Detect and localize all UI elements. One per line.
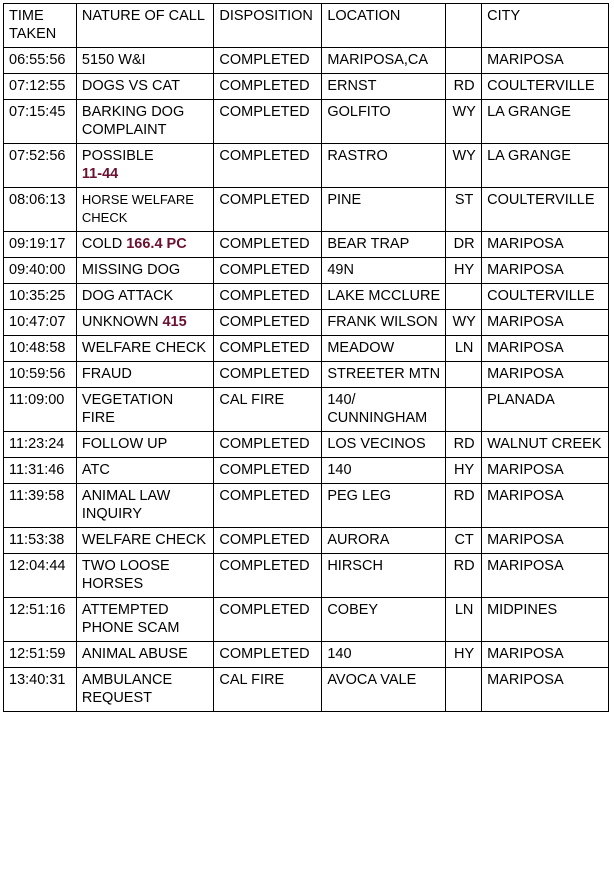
city-cell: MARIPOSA [482, 258, 609, 284]
suffix-cell: WY [446, 100, 482, 144]
time-cell: 11:31:46 [4, 458, 77, 484]
header-suffix [446, 4, 482, 48]
time-cell: 11:53:38 [4, 528, 77, 554]
nature-text: ANIMAL ABUSE [81, 646, 188, 662]
table-row [4, 362, 609, 388]
location-cell: MEADOW [322, 336, 446, 362]
location-cell: LOS VECINOS [322, 432, 446, 458]
table-row [4, 554, 609, 598]
disposition-cell: COMPLETED [214, 188, 322, 232]
city-cell: MARIPOSA [482, 336, 609, 362]
location-cell: PEG LEG [322, 484, 446, 528]
time-cell: 12:51:59 [4, 642, 77, 668]
time-cell: 08:06:13 [4, 188, 77, 232]
time-cell: 07:12:55 [4, 74, 77, 100]
table-row [4, 48, 609, 74]
table-row [4, 336, 609, 362]
table-row [4, 432, 609, 458]
nature-cell [76, 188, 213, 232]
suffix-cell: RD [446, 74, 482, 100]
nature-cell [76, 232, 213, 258]
nature-text: COLD [81, 236, 123, 252]
time-cell: 09:19:17 [4, 232, 77, 258]
suffix-cell: DR [446, 232, 482, 258]
city-cell: MARIPOSA [482, 458, 609, 484]
time-cell: 10:47:07 [4, 310, 77, 336]
time-cell: 07:52:56 [4, 144, 77, 188]
disposition-cell: COMPLETED [214, 74, 322, 100]
suffix-cell: RD [446, 554, 482, 598]
suffix-cell: WY [446, 144, 482, 188]
city-cell: COULTERVILLE [482, 284, 609, 310]
time-cell: 11:09:00 [4, 388, 77, 432]
city-cell: MARIPOSA [482, 232, 609, 258]
nature-cell [76, 310, 213, 336]
nature-cell [76, 100, 213, 144]
table-row [4, 100, 609, 144]
city-cell: PLANADA [482, 388, 609, 432]
suffix-cell [446, 388, 482, 432]
table-row [4, 668, 609, 712]
nature-cell [76, 336, 213, 362]
suffix-cell: LN [446, 336, 482, 362]
disposition-cell: COMPLETED [214, 232, 322, 258]
table-row [4, 74, 609, 100]
city-cell: WALNUT CREEK [482, 432, 609, 458]
nature-text: FRAUD [81, 366, 132, 382]
nature-cell [76, 258, 213, 284]
nature-text: UNKNOWN [81, 314, 159, 330]
nature-cell [76, 284, 213, 310]
nature-text: POSSIBLE [81, 148, 154, 164]
suffix-cell: WY [446, 310, 482, 336]
suffix-cell: HY [446, 458, 482, 484]
location-cell: FRANK WILSON [322, 310, 446, 336]
nature-text: VEGETATION FIRE [81, 392, 174, 426]
table-row [4, 310, 609, 336]
city-cell: LA GRANGE [482, 144, 609, 188]
nature-cell [76, 554, 213, 598]
time-cell: 09:40:00 [4, 258, 77, 284]
nature-cell [76, 388, 213, 432]
time-cell: 07:15:45 [4, 100, 77, 144]
location-cell: HIRSCH [322, 554, 446, 598]
nature-text: ANIMAL LAW INQUIRY [81, 488, 171, 522]
location-cell: RASTRO [322, 144, 446, 188]
city-cell: COULTERVILLE [482, 74, 609, 100]
suffix-cell: RD [446, 484, 482, 528]
table-row [4, 528, 609, 554]
header-disposition: DISPOSITION [214, 4, 322, 48]
city-cell: COULTERVILLE [482, 188, 609, 232]
nature-cell [76, 598, 213, 642]
disposition-cell: COMPLETED [214, 432, 322, 458]
call-code: 166.4 PC [126, 236, 187, 252]
disposition-cell: COMPLETED [214, 642, 322, 668]
disposition-cell: COMPLETED [214, 336, 322, 362]
nature-cell [76, 458, 213, 484]
city-cell: MARIPOSA [482, 484, 609, 528]
disposition-cell: COMPLETED [214, 258, 322, 284]
location-cell: 140 [322, 458, 446, 484]
location-cell: LAKE MCCLURE [322, 284, 446, 310]
suffix-cell: RD [446, 432, 482, 458]
location-cell: GOLFITO [322, 100, 446, 144]
disposition-cell: COMPLETED [214, 284, 322, 310]
nature-text: AMBULANCE REQUEST [81, 672, 173, 706]
header-row [4, 4, 609, 48]
disposition-cell: COMPLETED [214, 484, 322, 528]
nature-text: ATTEMPTED PHONE SCAM [81, 602, 180, 636]
disposition-cell: COMPLETED [214, 144, 322, 188]
suffix-cell: CT [446, 528, 482, 554]
time-cell: 06:55:56 [4, 48, 77, 74]
nature-cell [76, 362, 213, 388]
disposition-cell: COMPLETED [214, 362, 322, 388]
nature-cell [76, 484, 213, 528]
nature-cell [76, 144, 213, 188]
nature-text: ATC [81, 462, 110, 478]
location-cell: AVOCA VALE [322, 668, 446, 712]
time-cell: 11:23:24 [4, 432, 77, 458]
city-cell: LA GRANGE [482, 100, 609, 144]
table-row [4, 284, 609, 310]
nature-cell [76, 74, 213, 100]
disposition-cell: COMPLETED [214, 598, 322, 642]
nature-text: MISSING DOG [81, 262, 181, 278]
city-cell: MIDPINES [482, 598, 609, 642]
suffix-cell [446, 284, 482, 310]
nature-text: DOG ATTACK [81, 288, 174, 304]
table-row [4, 144, 609, 188]
header-city: CITY [482, 4, 609, 48]
nature-cell [76, 432, 213, 458]
disposition-cell: COMPLETED [214, 310, 322, 336]
time-cell: 12:04:44 [4, 554, 77, 598]
city-cell: MARIPOSA [482, 554, 609, 598]
nature-text: HORSE WELFARE CHECK [81, 192, 194, 225]
call-code: 11-44 [81, 166, 119, 182]
location-cell: AURORA [322, 528, 446, 554]
location-cell: 140 [322, 642, 446, 668]
suffix-cell: HY [446, 642, 482, 668]
city-cell: MARIPOSA [482, 48, 609, 74]
location-cell: STREETER MTN [322, 362, 446, 388]
location-cell: PINE [322, 188, 446, 232]
time-cell: 10:59:56 [4, 362, 77, 388]
location-cell: 49N [322, 258, 446, 284]
table-row [4, 458, 609, 484]
suffix-cell [446, 668, 482, 712]
time-cell: 10:35:25 [4, 284, 77, 310]
table-row [4, 188, 609, 232]
nature-text: DOGS VS CAT [81, 78, 180, 94]
nature-text: BARKING DOG COMPLAINT [81, 104, 185, 138]
header-time: TIME TAKEN [4, 4, 77, 48]
disposition-cell: COMPLETED [214, 100, 322, 144]
disposition-cell: CAL FIRE [214, 668, 322, 712]
disposition-cell: COMPLETED [214, 528, 322, 554]
table-row [4, 232, 609, 258]
nature-cell [76, 642, 213, 668]
suffix-cell: LN [446, 598, 482, 642]
nature-text: 5150 W&I [81, 52, 146, 68]
disposition-cell: COMPLETED [214, 48, 322, 74]
city-cell: MARIPOSA [482, 362, 609, 388]
nature-text: WELFARE CHECK [81, 532, 206, 548]
city-cell: MARIPOSA [482, 310, 609, 336]
suffix-cell [446, 362, 482, 388]
table-row [4, 484, 609, 528]
call-code: 415 [162, 314, 187, 330]
nature-text: WELFARE CHECK [81, 340, 206, 356]
time-cell: 12:51:16 [4, 598, 77, 642]
city-cell: MARIPOSA [482, 668, 609, 712]
time-cell: 11:39:58 [4, 484, 77, 528]
nature-cell [76, 668, 213, 712]
disposition-cell: CAL FIRE [214, 388, 322, 432]
table-row [4, 258, 609, 284]
table-row [4, 642, 609, 668]
location-cell: MARIPOSA,CA [322, 48, 446, 74]
nature-text: TWO LOOSE HORSES [81, 558, 170, 592]
table-row [4, 388, 609, 432]
nature-text: FOLLOW UP [81, 436, 168, 452]
location-cell: ERNST [322, 74, 446, 100]
time-cell: 10:48:58 [4, 336, 77, 362]
suffix-cell: HY [446, 258, 482, 284]
header-nature: NATURE OF CALL [76, 4, 213, 48]
suffix-cell [446, 48, 482, 74]
nature-cell [76, 528, 213, 554]
header-location: LOCATION [322, 4, 446, 48]
disposition-cell: COMPLETED [214, 458, 322, 484]
city-cell: MARIPOSA [482, 642, 609, 668]
nature-cell [76, 48, 213, 74]
location-cell: 140/ CUNNINGHAM [322, 388, 446, 432]
call-log-table [3, 3, 609, 712]
time-cell: 13:40:31 [4, 668, 77, 712]
table-row [4, 598, 609, 642]
city-cell: MARIPOSA [482, 528, 609, 554]
disposition-cell: COMPLETED [214, 554, 322, 598]
location-cell: COBEY [322, 598, 446, 642]
location-cell: BEAR TRAP [322, 232, 446, 258]
suffix-cell: ST [446, 188, 482, 232]
